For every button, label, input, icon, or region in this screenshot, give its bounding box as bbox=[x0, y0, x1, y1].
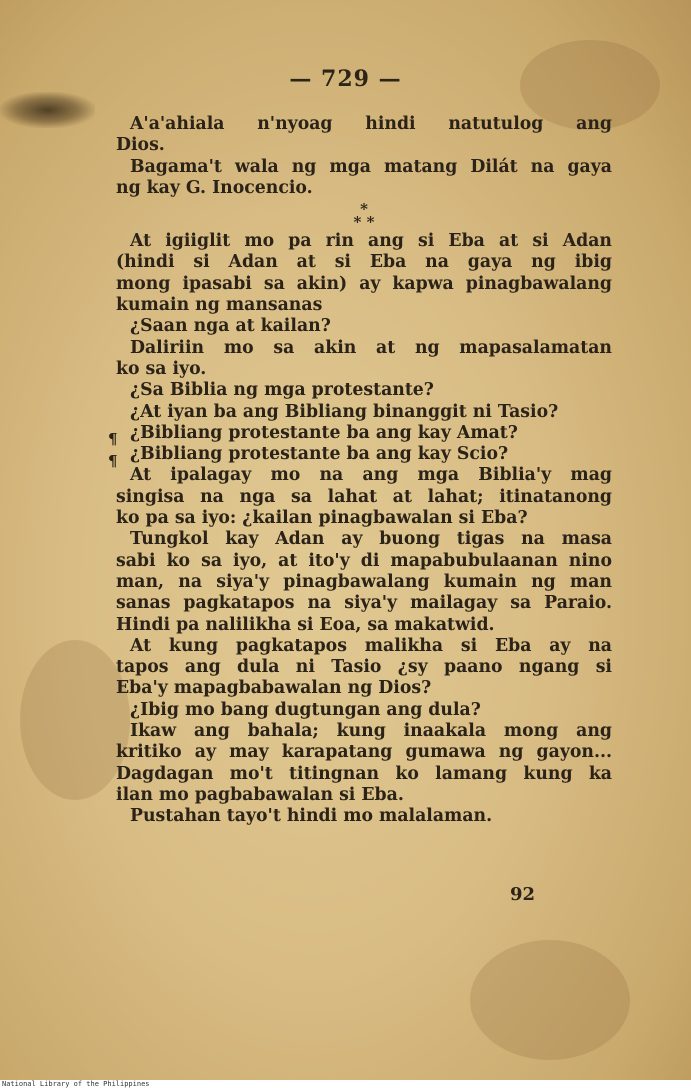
text-line: Bagama't wala ng mga matang Dilát na gaya bbox=[130, 156, 612, 177]
text-line: Dagdagan mo't titingnan ko lamang kung ka bbox=[116, 763, 612, 784]
text-line: (hindi si Adan at si Eba na gaya ng ibig bbox=[116, 252, 612, 273]
paragraph bbox=[116, 636, 612, 700]
text-line: ¿Bibliang protestante ba ang kay Amat? bbox=[130, 422, 518, 443]
page-number: — 729 — bbox=[289, 66, 402, 92]
paragraph bbox=[116, 444, 612, 465]
paper-stain bbox=[20, 640, 130, 800]
text-line: Eba'y mapagbabawalan ng Dios? bbox=[116, 678, 432, 699]
text-line: ¿Saan nga at kailan? bbox=[130, 316, 331, 337]
text-line: Hindi pa nalilikha si Eoa, sa makatwid. bbox=[116, 614, 495, 635]
paragraph bbox=[116, 157, 612, 200]
section-separator: * * * bbox=[353, 200, 375, 232]
text-line: kumain ng mansanas bbox=[116, 295, 323, 316]
text-line: ko sa iyo. bbox=[116, 358, 207, 379]
text-line: mong ipasabi sa akin) ay kapwa pinagbawalang bbox=[116, 273, 612, 294]
document-body bbox=[116, 114, 612, 828]
text-line: sanas pagkatapos na siya'y mailagay sa Paraio. bbox=[116, 593, 612, 614]
paragraph bbox=[116, 338, 612, 381]
paragraph bbox=[116, 316, 612, 337]
text-line: Pustahan tayo't hindi mo malalaman. bbox=[130, 806, 493, 827]
text-line: At kung pagkatapos malikha si Eba ay na bbox=[130, 635, 612, 656]
text-line: Dios. bbox=[116, 135, 165, 156]
paragraph bbox=[116, 721, 612, 806]
text-line: Tungkol kay Adan ay buong tigas na masa bbox=[130, 529, 612, 550]
margin-mark: ¶ bbox=[108, 452, 118, 470]
text-line: Ikaw ang bahala; kung inaakala mong ang bbox=[130, 721, 612, 742]
paragraph bbox=[116, 423, 612, 444]
paragraph bbox=[116, 114, 612, 157]
text-line: ¿Ibig mo bang dugtungan ang dula? bbox=[130, 699, 481, 720]
paragraph bbox=[116, 380, 612, 401]
paper-stain bbox=[470, 940, 630, 1060]
text-line: ¿Sa Biblia ng mga protestante? bbox=[130, 380, 434, 401]
text-line: ¿Bibliang protestante ba ang kay Scio? bbox=[130, 444, 509, 465]
signature-number: 92 bbox=[510, 884, 536, 905]
footer-credit: National Library of the Philippines bbox=[2, 1080, 150, 1088]
text-line: At ipalagay mo na ang mga Biblia'y mag bbox=[130, 465, 612, 486]
margin-mark: ¶ bbox=[108, 430, 118, 448]
text-line: Daliriin mo sa akin at ng mapasalamatan bbox=[130, 337, 612, 358]
text-line: sabi ko sa iyo, at ito'y di mapabubulaanan nino bbox=[116, 550, 612, 571]
paragraph bbox=[116, 529, 612, 635]
text-line: tapos ang dula ni Tasio ¿sy paano ngang si bbox=[116, 657, 612, 678]
text-line: At igiiglit mo pa rin ang si Eba at si Adan bbox=[130, 231, 612, 252]
text-line: singisa na nga sa lahat at lahat; itinatanong bbox=[116, 486, 612, 507]
paragraph bbox=[116, 231, 612, 316]
paragraph bbox=[116, 465, 612, 529]
text-line: A'a'ahiala n'nyoag hindi natutulog ang bbox=[130, 114, 612, 134]
paragraph bbox=[116, 806, 612, 827]
paragraph bbox=[116, 402, 612, 423]
text-line: man, na siya'y pinagbawalang kumain ng man bbox=[116, 571, 612, 592]
paragraph bbox=[116, 700, 612, 721]
text-line: ng kay G. Inocencio. bbox=[116, 177, 313, 198]
ink-blot bbox=[0, 92, 95, 128]
text-line: kritiko ay may karapatang gumawa ng gayon... bbox=[116, 742, 612, 763]
text-line: ilan mo pagbabawalan si Eba. bbox=[116, 784, 404, 805]
text-line: ko pa sa iyo: ¿kailan pinagbawalan si Eba? bbox=[116, 508, 528, 529]
text-line: ¿At iyan ba ang Bibliang binanggit ni Tasio? bbox=[130, 401, 559, 422]
